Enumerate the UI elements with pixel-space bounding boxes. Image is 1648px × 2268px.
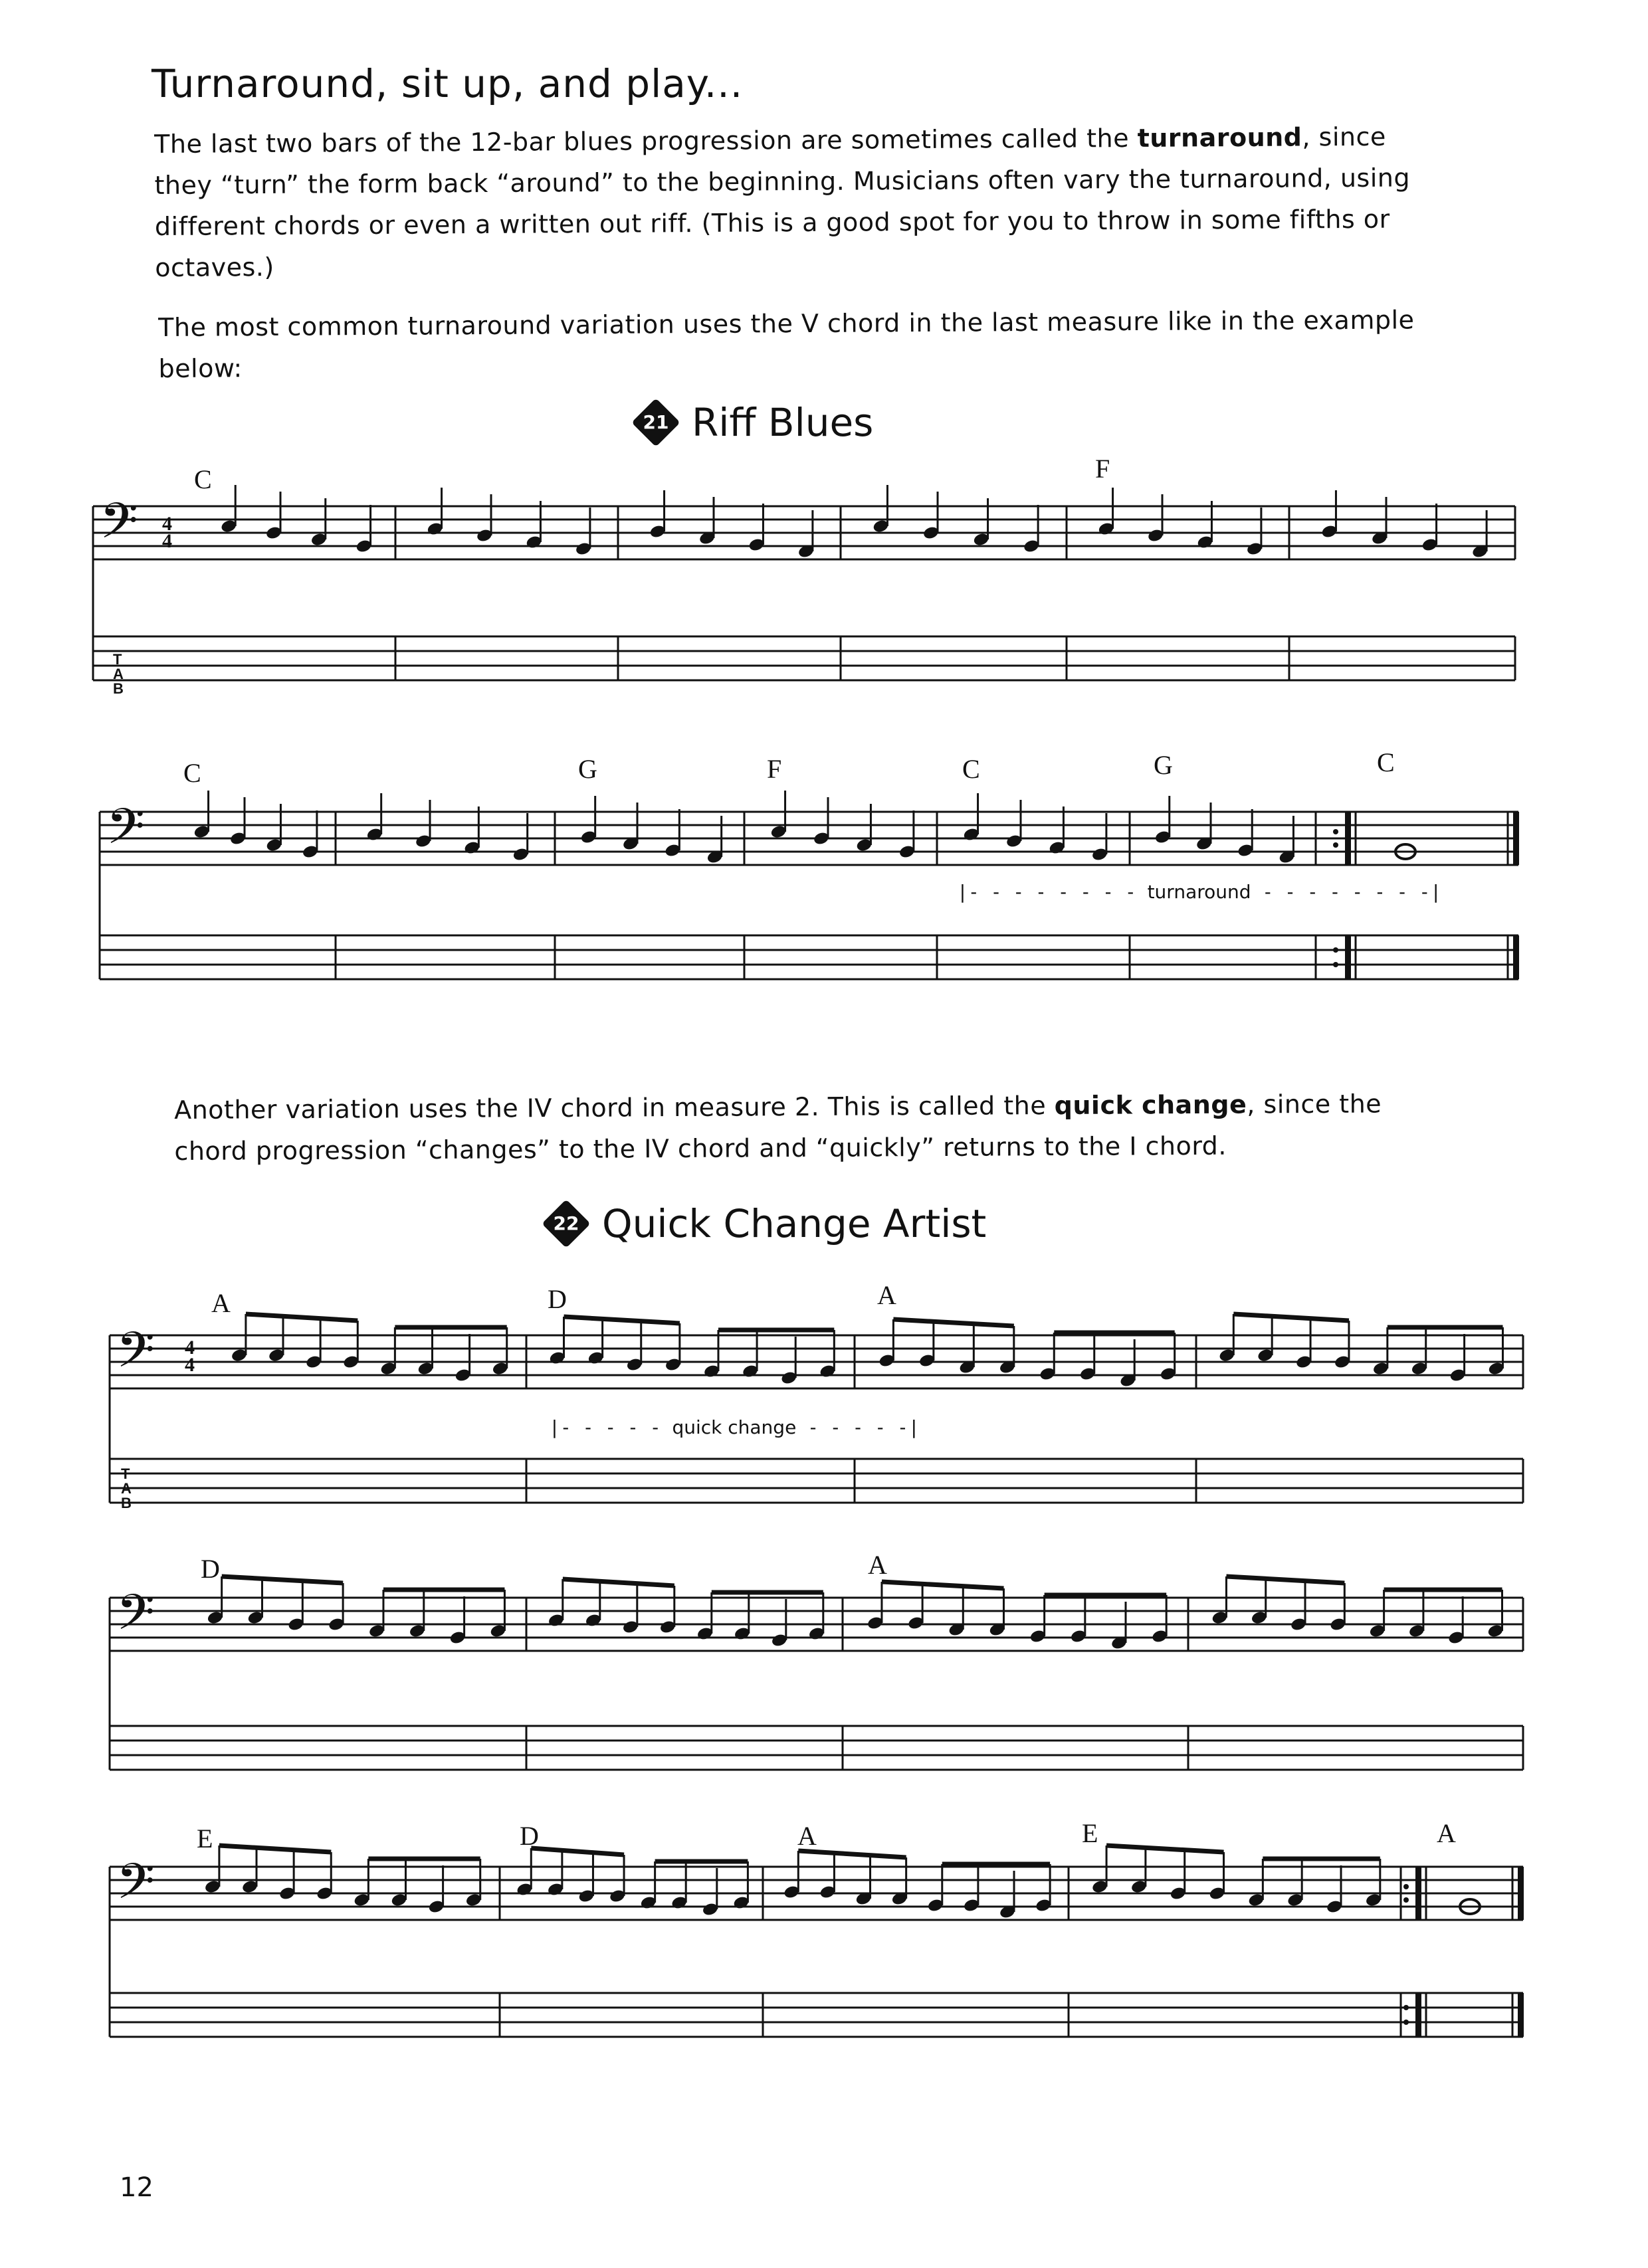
- paragraph-text: , since the chord progression “changes” to the IV chord and “quickly” returns to the I chord.: [174, 1089, 1382, 1166]
- time-signature: 4 4: [185, 1337, 195, 1376]
- chord-symbol: A: [877, 1280, 896, 1310]
- track-number: 21: [643, 411, 669, 433]
- example-title-text: Quick Change Artist: [602, 1201, 987, 1246]
- page-number: 12: [120, 2172, 154, 2203]
- chord-symbol: D: [548, 1284, 567, 1314]
- section-heading: Turnaround, sit up, and play...: [152, 61, 744, 106]
- track-number: 22: [553, 1212, 579, 1234]
- chord-symbol: F: [1095, 454, 1110, 484]
- bass-clef-icon: 𝄢: [116, 1853, 155, 1923]
- repeat-barline: [1415, 1993, 1421, 2037]
- tab-label: T A B: [121, 1465, 132, 1511]
- bracket-label: turnaround: [1147, 881, 1251, 903]
- chord-symbol: G: [578, 754, 597, 784]
- final-barline-thick: [1513, 935, 1519, 979]
- term-quick-change: quick change: [1054, 1089, 1247, 1121]
- beam: [1233, 1314, 1349, 1321]
- final-barline-thick: [1513, 812, 1519, 865]
- chord-symbol: C: [962, 754, 980, 784]
- chord-symbol: F: [767, 754, 782, 784]
- example-title-text: Riff Blues: [692, 400, 874, 445]
- repeat-dot: [1403, 2005, 1409, 2010]
- final-barline-thick: [1518, 1993, 1524, 2037]
- repeat-dot: [1333, 829, 1338, 834]
- chord-symbol: C: [194, 464, 212, 494]
- repeat-dot: [1333, 962, 1338, 967]
- beam: [564, 1317, 679, 1323]
- beam: [1226, 1576, 1344, 1583]
- paragraph-text: , since they “turn” the form back “around” to the beginning. Musicians often vary the turnaround, using different chords or even a written out riff. (This is a good spot for you to throw in some fifths or octaves.): [154, 122, 1411, 282]
- chord-symbol: D: [201, 1554, 220, 1584]
- bass-clef-icon: 𝄢: [106, 798, 145, 868]
- beam: [246, 1314, 358, 1321]
- example-intro-paragraph: The most common turnaround variation uses the V chord in the last measure like in the example below:: [158, 305, 1415, 383]
- term-turnaround: turnaround: [1137, 122, 1302, 153]
- beam: [882, 1582, 1004, 1588]
- bass-clef-icon: 𝄢: [116, 1321, 155, 1391]
- repeat-dot: [1403, 1884, 1409, 1889]
- beam: [563, 1579, 674, 1586]
- time-signature: 4 4: [162, 513, 172, 552]
- chord-symbol: E: [1082, 1818, 1098, 1848]
- beam: [531, 1848, 624, 1855]
- bracket-label: quick change: [672, 1416, 797, 1438]
- final-barline-thick: [1518, 1867, 1524, 1920]
- repeat-dot: [1403, 2020, 1409, 2025]
- chord-symbol: C: [183, 758, 201, 788]
- paragraph-text: Another variation uses the IV chord in measure 2. This is called the: [174, 1091, 1055, 1125]
- beam: [219, 1845, 331, 1852]
- bass-clef-icon: 𝄢: [116, 1584, 155, 1654]
- repeat-dot: [1333, 842, 1338, 848]
- chord-symbol: A: [868, 1550, 887, 1580]
- beam: [893, 1319, 1013, 1326]
- chord-symbol: A: [1437, 1818, 1456, 1848]
- turnaround-bracket: |- - - - - - - - turnaround - - - - - - - -|: [957, 881, 1442, 903]
- beam: [222, 1576, 343, 1583]
- beam: [798, 1851, 906, 1857]
- repeat-barline: [1415, 1867, 1421, 1920]
- chord-symbol: D: [520, 1821, 539, 1851]
- repeat-barline: [1345, 812, 1351, 865]
- chord-symbol: A: [211, 1288, 231, 1318]
- chord-symbol: A: [797, 1821, 817, 1851]
- repeat-dot: [1333, 947, 1338, 953]
- repeat-barline: [1345, 935, 1351, 979]
- repeat-dot: [1403, 1897, 1409, 1903]
- chord-symbol: C: [1377, 747, 1395, 777]
- beam: [1106, 1845, 1223, 1852]
- quick-change-bracket: |- - - - - quick change - - - - -|: [549, 1416, 920, 1438]
- chord-symbol: E: [197, 1824, 213, 1853]
- bass-clef-icon: 𝄢: [100, 492, 138, 562]
- chord-symbol: G: [1154, 750, 1173, 780]
- paragraph-text: The last two bars of the 12-bar blues progression are sometimes called the: [154, 123, 1138, 159]
- tab-label: T A B: [113, 651, 124, 697]
